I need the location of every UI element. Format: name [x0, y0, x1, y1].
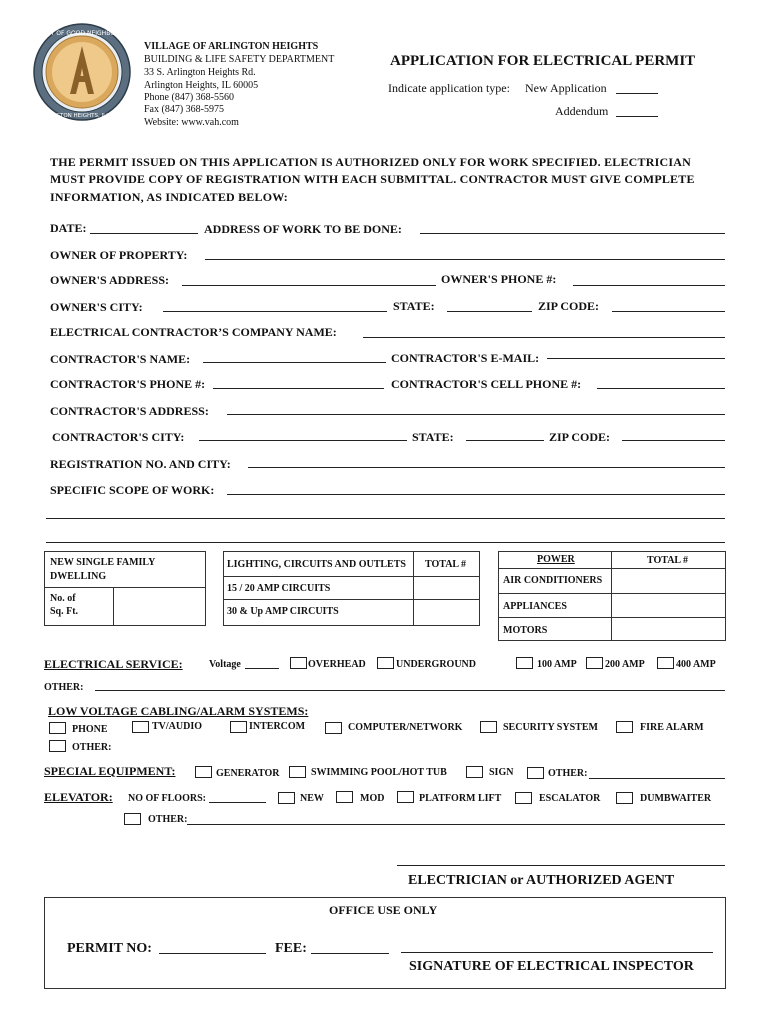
pool-label: SWIMMING POOL/HOT TUB [311, 767, 447, 778]
contractor-name-label: CONTRACTOR'S NAME: [50, 352, 191, 366]
sq-ft-label: Sq. Ft. [50, 606, 79, 617]
escalator-checkbox[interactable] [515, 792, 532, 804]
owners-phone-label: OWNER'S PHONE #: [441, 272, 557, 286]
date-label: DATE: [50, 221, 87, 235]
lighting-total-label: TOTAL # [425, 559, 467, 570]
service-other-field[interactable] [95, 690, 725, 691]
fee-label: FEE: [275, 941, 307, 956]
owners-address-label: OWNER'S ADDRESS: [50, 273, 170, 287]
amp200-label: 200 AMP [605, 659, 645, 670]
power-total-label: TOTAL # [647, 555, 689, 566]
amp100-checkbox[interactable] [516, 657, 533, 669]
contractor-phone-label: CONTRACTOR'S PHONE #: [50, 377, 206, 391]
overhead-label: OVERHEAD [308, 659, 366, 670]
no-of-label: No. of [50, 593, 76, 604]
website: Website: www.vah.com [144, 117, 239, 128]
owner-of-property-label: OWNER OF PROPERTY: [50, 248, 188, 262]
computer-label: COMPUTER/NETWORK [348, 722, 463, 733]
new-application-field[interactable] [616, 93, 658, 94]
contractor-address-field[interactable] [227, 414, 725, 415]
amp400-label: 400 AMP [676, 659, 716, 670]
amp-30-up-total-cell[interactable] [413, 599, 480, 626]
permit-no-field[interactable] [159, 953, 266, 954]
electrician-signature-label: ELECTRICIAN or AUTHORIZED AGENT [408, 873, 675, 888]
amp-15-20-total-cell[interactable] [413, 576, 480, 600]
date-field[interactable] [90, 233, 198, 234]
page-title: APPLICATION FOR ELECTRICAL PERMIT [390, 53, 696, 69]
escalator-label: ESCALATOR [539, 793, 601, 804]
tv-audio-checkbox[interactable] [132, 721, 149, 733]
app-type-label: Indicate application type: [388, 81, 510, 95]
low-voltage-label: LOW VOLTAGE CABLING/ALARM SYSTEMS: [48, 704, 309, 718]
generator-checkbox[interactable] [195, 766, 212, 778]
contractor-state-field[interactable] [466, 440, 544, 441]
power-label: POWER [537, 554, 575, 565]
intercom-checkbox[interactable] [230, 721, 247, 733]
fire-alarm-checkbox[interactable] [616, 721, 633, 733]
inspector-signature-field[interactable] [401, 952, 713, 953]
registration-label: REGISTRATION NO. AND CITY: [50, 457, 231, 471]
elevator-mod-label: MOD [360, 793, 385, 804]
contractor-cell-field[interactable] [597, 388, 725, 389]
fax-number: Fax (847) 368-5975 [144, 104, 224, 115]
appliances-label: APPLIANCES [503, 601, 567, 612]
contractor-phone-field[interactable] [213, 388, 384, 389]
electrician-signature-field[interactable] [397, 865, 725, 866]
overhead-checkbox[interactable] [290, 657, 307, 669]
svg-text:ARLINGTON HEIGHTS, ILLINOIS: ARLINGTON HEIGHTS, ILLINOIS [39, 113, 125, 119]
scope-field-line-1[interactable] [227, 494, 725, 495]
owner-of-property-field[interactable] [205, 259, 725, 260]
contractor-city-label: CONTRACTOR'S CITY: [52, 430, 185, 444]
underground-checkbox[interactable] [377, 657, 394, 669]
platform-lift-checkbox[interactable] [397, 791, 414, 803]
lv-other-checkbox[interactable] [49, 740, 66, 752]
sign-checkbox[interactable] [466, 766, 483, 778]
owners-city-label: OWNER'S CITY: [50, 300, 143, 314]
dumbwaiter-checkbox[interactable] [616, 792, 633, 804]
contractor-name-field[interactable] [203, 362, 386, 363]
contractor-city-field[interactable] [199, 440, 407, 441]
special-other-checkbox[interactable] [527, 767, 544, 779]
appliances-total-cell[interactable] [611, 593, 726, 618]
special-other-label: OTHER: [548, 768, 588, 779]
department: BUILDING & LIFE SAFETY DEPARTMENT [144, 54, 335, 65]
scope-field-line-3[interactable] [46, 542, 725, 543]
contractor-email-label: CONTRACTOR'S E-MAIL: [391, 351, 540, 365]
contractor-zip-field[interactable] [622, 440, 725, 441]
owner-state-field[interactable] [447, 311, 532, 312]
city-address: Arlington Heights, IL 60005 [144, 80, 259, 91]
motors-label: MOTORS [503, 625, 548, 636]
village-seal [32, 22, 132, 122]
amp100-label: 100 AMP [537, 659, 577, 670]
lighting-label: LIGHTING, CIRCUITS AND OUTLETS [227, 559, 406, 570]
underground-label: UNDERGROUND [396, 659, 476, 670]
svg-text:CITY OF GOOD NEIGHBORS: CITY OF GOOD NEIGHBORS [41, 30, 123, 37]
contractor-zip-label: ZIP CODE: [549, 430, 611, 444]
contractor-state-label: STATE: [412, 430, 454, 444]
new-single-family-label: NEW SINGLE FAMILY [50, 557, 156, 568]
owners-city-field[interactable] [163, 311, 387, 312]
air-conditioners-label: AIR CONDITIONERS [503, 575, 603, 586]
owners-phone-field[interactable] [573, 285, 725, 286]
company-name-field[interactable] [363, 337, 725, 338]
address-of-work-label: ADDRESS OF WORK TO BE DONE: [204, 222, 402, 236]
dwelling-label: DWELLING [50, 571, 107, 582]
security-label: SECURITY SYSTEM [503, 722, 598, 733]
registration-field[interactable] [248, 467, 725, 468]
elevator-new-label: NEW [300, 793, 324, 804]
new-application-label: New Application [525, 81, 607, 95]
platform-lift-label: PLATFORM LIFT [419, 793, 502, 804]
special-other-field[interactable] [589, 778, 725, 779]
voltage-field[interactable] [245, 668, 279, 669]
elevator-label: ELEVATOR: [44, 790, 113, 804]
phone-label: PHONE [72, 724, 108, 735]
special-equipment-label: SPECIAL EQUIPMENT: [44, 764, 176, 778]
fire-alarm-label: FIRE ALARM [640, 722, 704, 733]
contractor-address-label: CONTRACTOR'S ADDRESS: [50, 404, 209, 418]
owners-address-field[interactable] [182, 285, 436, 286]
elevator-mod-checkbox[interactable] [336, 791, 353, 803]
phone-checkbox[interactable] [49, 722, 66, 734]
computer-checkbox[interactable] [325, 722, 342, 734]
security-checkbox[interactable] [480, 721, 497, 733]
service-other-label: OTHER: [44, 682, 84, 693]
owner-state-label: STATE: [393, 299, 435, 313]
elevator-other-checkbox[interactable] [124, 813, 141, 825]
amp400-checkbox[interactable] [657, 657, 674, 669]
contractor-cell-label: CONTRACTOR'S CELL PHONE #: [391, 377, 582, 391]
pool-checkbox[interactable] [289, 766, 306, 778]
scope-field-line-2[interactable] [46, 518, 725, 519]
floors-label: NO OF FLOORS: [128, 793, 206, 804]
sign-label: SIGN [489, 767, 514, 778]
motors-total-cell[interactable] [611, 617, 726, 641]
contractor-email-field[interactable] [547, 358, 725, 359]
notice-line-2: MUST PROVIDE COPY OF REGISTRATION WITH EACH SUBMITTAL. CONTRACTOR MUST GIVE COMPLETE [50, 172, 695, 186]
tv-audio-label: TV/AUDIO [152, 721, 203, 732]
notice-line-1: THE PERMIT ISSUED ON THIS APPLICATION IS AUTHORIZED ONLY FOR WORK SPECIFIED. ELECTRICIAN [50, 155, 691, 169]
owner-zip-label: ZIP CODE: [538, 299, 600, 313]
phone-number: Phone (847) 368-5560 [144, 92, 234, 103]
scope-label: SPECIFIC SCOPE OF WORK: [50, 483, 215, 497]
amp-30-up-label: 30 & Up AMP CIRCUITS [227, 606, 339, 617]
intercom-label: INTERCOM [249, 721, 306, 732]
office-use-title: OFFICE USE ONLY [329, 903, 438, 917]
air-conditioners-total-cell[interactable] [611, 568, 726, 594]
street-address: 33 S. Arlington Heights Rd. [144, 67, 256, 78]
floors-field[interactable] [209, 802, 266, 803]
sqft-input-cell[interactable] [113, 587, 206, 626]
elevator-other-label: OTHER: [148, 814, 188, 825]
amp200-checkbox[interactable] [586, 657, 603, 669]
elevator-new-checkbox[interactable] [278, 792, 295, 804]
dumbwaiter-label: DUMBWAITER [640, 793, 712, 804]
address-of-work-field[interactable] [420, 233, 725, 234]
electrical-service-label: ELECTRICAL SERVICE: [44, 657, 183, 671]
village-name: VILLAGE OF ARLINGTON HEIGHTS [144, 41, 319, 52]
amp-15-20-label: 15 / 20 AMP CIRCUITS [227, 583, 331, 594]
owner-zip-field[interactable] [612, 311, 725, 312]
permit-no-label: PERMIT NO: [67, 941, 152, 956]
voltage-label: Voltage [209, 659, 241, 670]
addendum-label: Addendum [555, 104, 609, 118]
notice-line-3: INFORMATION, AS INDICATED BELOW: [50, 190, 288, 204]
generator-label: GENERATOR [216, 768, 280, 779]
elevator-other-field[interactable] [187, 824, 725, 825]
fee-field[interactable] [311, 953, 389, 954]
addendum-field[interactable] [616, 116, 658, 117]
lv-other-label: OTHER: [72, 742, 112, 753]
company-name-label: ELECTRICAL CONTRACTOR’S COMPANY NAME: [50, 325, 337, 339]
inspector-signature-label: SIGNATURE OF ELECTRICAL INSPECTOR [409, 959, 694, 974]
